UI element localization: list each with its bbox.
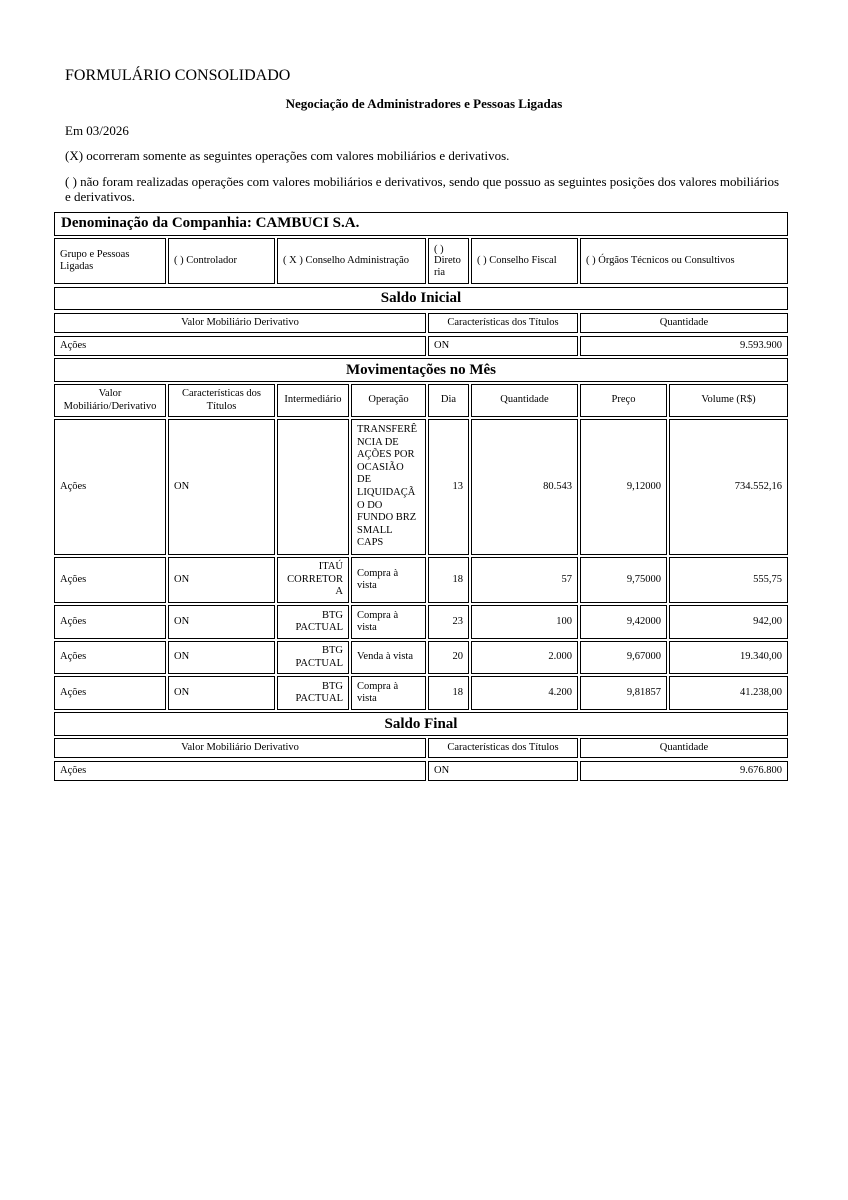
mov-row-1-operacao-line: SMALL (357, 524, 393, 536)
option-operations-yes: (X) ocorreram somente as seguintes operações com valores mobiliários e derivativos. (65, 148, 510, 163)
mov-header-volume: Volume (R$) (669, 384, 788, 417)
mov-row-1-quantidade: 80.543 (471, 419, 578, 555)
mov-header-operacao: Operação (351, 384, 426, 417)
mov-row-1-operacao-line: O DO (357, 499, 383, 511)
mov-row-5-preco: 9,81857 (580, 676, 667, 710)
mov-row-3-operacao: Compra à vista (351, 605, 426, 639)
saldo-inicial-valor: Ações (54, 336, 426, 356)
mov-row-3-preco: 9,42000 (580, 605, 667, 639)
option-conselho-fiscal: ( ) Conselho Fiscal (471, 238, 578, 284)
mov-row-2-quantidade: 57 (471, 557, 578, 603)
saldo-inicial-header-caract: Características dos Títulos (428, 313, 578, 333)
saldo-inicial-quantidade: 9.593.900 (580, 336, 788, 356)
mov-row-1-operacao-line: DE (357, 474, 371, 486)
form-title: FORMULÁRIO CONSOLIDADO (65, 67, 291, 84)
mov-row-2-caract: ON (168, 557, 275, 603)
mov-row-1-operacao-line: TRANSFERÊ (357, 424, 418, 436)
mov-row-1-operacao (351, 419, 426, 555)
mov-row-3-volume: 942,00 (669, 605, 788, 639)
form-subtitle: Negociação de Administradores e Pessoas Ligadas (285, 96, 563, 111)
mov-row-1-caract: ON (168, 419, 275, 555)
mov-row-2-preco: 9,75000 (580, 557, 667, 603)
option-conselho-administracao: ( X ) Conselho Administração (277, 238, 426, 284)
group-label: Grupo e Pessoas Ligadas (54, 238, 166, 284)
mov-row-4-caract: ON (168, 641, 275, 674)
mov-row-2-intermediario-line: A (335, 586, 343, 598)
mov-row-4-valor: Ações (54, 641, 166, 674)
option-orgaos-tecnicos: ( ) Órgãos Técnicos ou Consultivos (580, 238, 788, 284)
mov-row-4-quantidade: 2.000 (471, 641, 578, 674)
mov-row-3-valor: Ações (54, 605, 166, 639)
mov-header-quantidade: Quantidade (471, 384, 578, 417)
saldo-final-header-caract: Características dos Títulos (428, 738, 578, 758)
saldo-inicial-title: Saldo Inicial (54, 287, 788, 310)
mov-header-caract: Características dos Títulos (168, 384, 275, 417)
mov-row-5-valor: Ações (54, 676, 166, 710)
option-controlador: ( ) Controlador (168, 238, 275, 284)
mov-row-1-operacao-line: LIQUIDAÇÃ (357, 487, 416, 498)
saldo-final-title: Saldo Final (54, 712, 788, 736)
mov-row-4-intermediario: BTG PACTUAL (277, 641, 349, 674)
movimentacoes-title: Movimentações no Mês (54, 358, 788, 382)
company-name: Denominação da Companhia: CAMBUCI S.A. (61, 215, 360, 231)
period-label: Em 03/2026 (65, 123, 129, 138)
mov-row-1-preco: 9,12000 (580, 419, 667, 555)
mov-row-2-dia: 18 (428, 557, 469, 603)
mov-row-2-intermediario-line: CORRETOR (287, 573, 343, 585)
saldo-final-header-valor: Valor Mobiliário Derivativo (54, 738, 426, 758)
mov-row-2-intermediario-line: ITAÚ (318, 561, 343, 573)
saldo-final-header-qtd: Quantidade (580, 738, 788, 758)
mov-row-5-dia: 18 (428, 676, 469, 710)
mov-row-5-quantidade: 4.200 (471, 676, 578, 710)
mov-row-2-intermediario (277, 557, 349, 603)
saldo-inicial-caract: ON (428, 336, 578, 356)
mov-row-5-caract: ON (168, 676, 275, 710)
option-diretoria (428, 238, 469, 284)
option-diretoria-line2: Direto (434, 255, 461, 267)
mov-row-1-operacao-line: NCIA DE (357, 436, 399, 448)
mov-row-1-operacao-line: CAPS (357, 537, 384, 549)
mov-header-dia: Dia (428, 384, 469, 417)
mov-row-5-operacao: Compra à vista (351, 676, 426, 710)
saldo-final-caract: ON (428, 761, 578, 781)
mov-row-1-operacao-line: FUNDO BRZ (357, 512, 417, 524)
option-operations-no: ( ) não foram realizadas operações com valores mobiliários e derivativos, sendo que possuo as seguintes posições dos valores mobiliários e derivativos. (65, 174, 780, 204)
mov-row-2-operacao: Compra à vista (351, 557, 426, 603)
mov-row-4-preco: 9,67000 (580, 641, 667, 674)
mov-row-5-volume: 41.238,00 (669, 676, 788, 710)
option-diretoria-line3: ria (434, 266, 446, 278)
saldo-final-valor: Ações (54, 761, 426, 781)
mov-row-5-intermediario: BTG PACTUAL (277, 676, 349, 710)
mov-row-4-dia: 20 (428, 641, 469, 674)
mov-header-intermediario: Intermediário (277, 384, 349, 417)
mov-row-3-quantidade: 100 (471, 605, 578, 639)
mov-row-1-volume: 734.552,16 (669, 419, 788, 555)
option-diretoria-line1: ( ) (434, 243, 444, 255)
saldo-final-quantidade: 9.676.800 (580, 761, 788, 781)
mov-row-1-operacao-line: OCASIÃO (357, 461, 404, 473)
mov-row-3-intermediario: BTG PACTUAL (277, 605, 349, 639)
mov-row-1-operacao-line: AÇÕES POR (357, 449, 415, 461)
mov-header-valor: Valor Mobiliário/Derivativo (54, 384, 166, 417)
mov-header-preco: Preço (580, 384, 667, 417)
mov-row-2-volume: 555,75 (669, 557, 788, 603)
mov-row-2-valor: Ações (54, 557, 166, 603)
mov-row-4-volume: 19.340,00 (669, 641, 788, 674)
mov-row-3-caract: ON (168, 605, 275, 639)
saldo-inicial-header-qtd: Quantidade (580, 313, 788, 333)
mov-row-1-intermediario (277, 419, 349, 555)
saldo-inicial-header-valor: Valor Mobiliário Derivativo (54, 313, 426, 333)
mov-row-1-valor: Ações (54, 419, 166, 555)
mov-row-1-dia: 13 (428, 419, 469, 555)
mov-row-4-operacao: Venda à vista (351, 641, 426, 674)
mov-row-3-dia: 23 (428, 605, 469, 639)
